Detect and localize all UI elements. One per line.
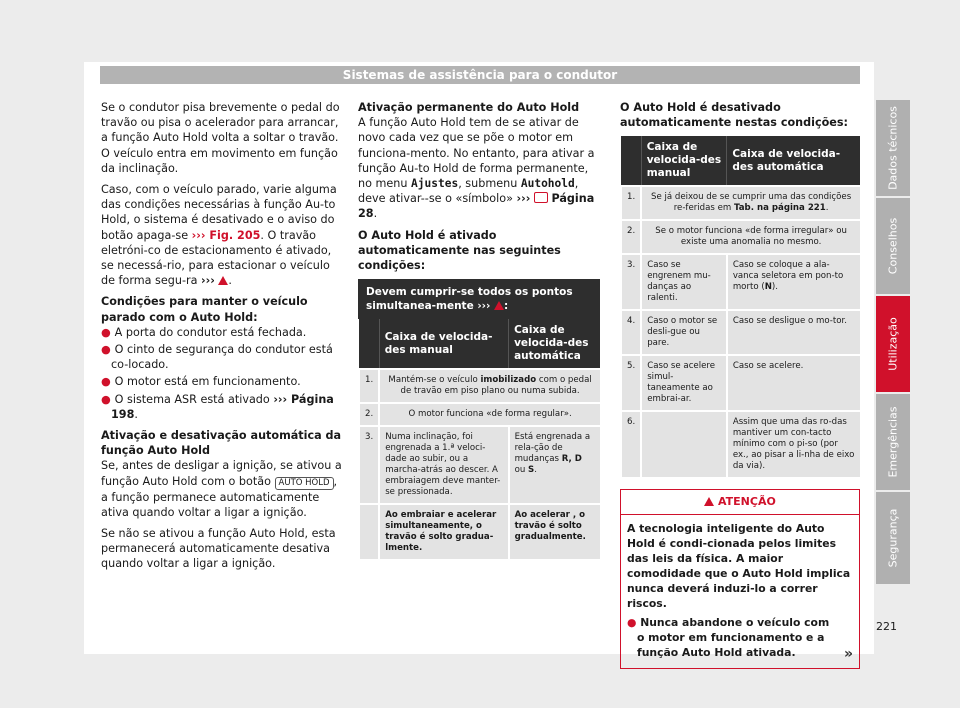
paragraph: Se não se ativou a função Auto Hold, esta permanecerá automaticamente desativa quando voltar a ligar a ignição. xyxy=(101,527,336,571)
column-3 xyxy=(620,100,860,669)
submenu-name: Autohold xyxy=(520,177,575,191)
warning-icon xyxy=(494,301,504,310)
auto-hold-button-label: AUTO HOLD xyxy=(275,477,334,490)
column-header: Caixa de velocida-des manual xyxy=(379,319,508,369)
table-row: 2. O motor funciona «de forma regular». xyxy=(359,403,600,426)
tab-seguranca[interactable]: Segurança xyxy=(876,492,910,584)
section-heading: Ativação e desativação automática da função Auto Hold xyxy=(101,429,342,458)
paragraph: Se o condutor pisa brevemente o pedal do travão ou pisa o acelerador para arrancar, a função Auto Hold volta a soltar o travão. O veículo entra em movimento em função da inclinação. xyxy=(101,101,340,175)
page-link[interactable]: ››› Página 198 xyxy=(111,392,334,421)
list-item: ● O cinto de segurança do condutor está co-locado. xyxy=(101,343,333,372)
table-row: 3. Caso se engrenem mu-danças ao ralenti. Caso se coloque a ala-vanca seletora em pon-to morto (N). xyxy=(621,254,860,310)
page-header: Sistemas de assistência para o condutor xyxy=(100,66,860,84)
list-item: ● O motor está em funcionamento. xyxy=(101,375,301,389)
section-heading: Ativação permanente do Auto Hold xyxy=(358,101,580,114)
table-header-row xyxy=(621,136,860,186)
page-link[interactable]: Página 28 xyxy=(358,192,595,221)
menu-name: Ajustes xyxy=(411,177,459,191)
table-row: 5. Caso se acelere simul-taneamente ao embrai-ar. Caso se acelere. xyxy=(621,355,860,411)
section-heading: Condições para manter o veículo parado com o Auto Hold: xyxy=(101,295,308,324)
column-header: Caixa de velocida-des automática xyxy=(509,319,600,369)
column-2 xyxy=(358,100,600,559)
paragraph: A função Auto Hold tem de se ativar de novo cada vez que se põe o motor em funciona-mento. No entanto, para ativar a função Au-to Hold de forma permanente, no menu Ajustes, submenu Autohold, deve ativar--se o «símbolo» ››› Página 28. xyxy=(358,116,595,221)
tab-utilizacao[interactable]: Utilização xyxy=(876,296,910,392)
continue-arrow: » xyxy=(843,645,853,662)
list-item: ● O sistema ASR está ativado ››› Página 198. xyxy=(101,392,334,421)
paragraph: Caso, com o veículo parado, varie alguma das condições necessárias à função Au-to Hold, o sistema é desativado e o aviso do botão apaga-se ››› Fig. 205. O travão eletróni-co de estacionamento é ativado, se necessá-rio, para estacionar o veículo de forma segu-ra ››› . xyxy=(101,183,337,288)
page-number: 221 xyxy=(876,620,897,633)
section-heading: O Auto Hold é ativado automaticamente nas seguintes condições: xyxy=(358,228,561,273)
table-row: Ao embraiar e acelerar simultaneamente, o travão é solto gradua-lmente. Ao acelerar , o travão é solto gradualmente. xyxy=(359,504,600,559)
tab-conselhos[interactable]: Conselhos xyxy=(876,198,910,294)
table-row: 6. Assim que uma das ro-das mantiver um con-tacto mínimo com o pi-so (por ex., ao pisar a li-nha de eixo da via). xyxy=(621,411,860,477)
warning-box xyxy=(620,489,860,668)
column-header: Caixa de velocida-des manual xyxy=(641,136,727,186)
tab-emergencias[interactable]: Emergências xyxy=(876,394,910,490)
tab-dados-tecnicos[interactable]: Dados técnicos xyxy=(876,100,910,196)
warning-body: A tecnologia inteligente do Auto Hold é condi-cionada pelos limites das leis da física. A maior comodidade que o Auto Hold implica nunca deverá induzi-lo a correr riscos. ● Nunca abandone o veículo com o motor em funcionamento e a função Auto Hold ativada. » xyxy=(627,521,853,662)
table-title: Devem cumprir-se todos os pontos simultanea-mente ››› : xyxy=(358,279,600,319)
warning-icon xyxy=(704,497,714,506)
table-row: 1. Mantém-se o veículo imobilizado com o pedal de travão em piso plano ou numa subida. xyxy=(359,369,600,403)
table-row: 4. Caso o motor se desli-gue ou pare. Caso se desligue o mo-tor. xyxy=(621,310,860,355)
section-heading: O Auto Hold é desativado automaticamente nestas condições: xyxy=(620,101,848,130)
book-icon xyxy=(534,192,548,203)
warning-icon[interactable] xyxy=(218,276,228,285)
activation-table xyxy=(358,279,600,559)
table-row: 3. Numa inclinação, foi engrenada a 1.ª veloci-dade ao subir, ou a marcha-atrás ao descer. A embraiagem deve manter-se pressionada. Está engrenada a rela-ção de mudanças R, D ou S. xyxy=(359,426,600,504)
deactivation-table xyxy=(620,136,860,477)
column-1 xyxy=(101,100,343,578)
figure-link[interactable]: ››› Fig. 205 xyxy=(191,228,261,242)
list-item: ● A porta do condutor está fechada. xyxy=(101,325,307,339)
table-row: 2. Se o motor funciona «de forma irregular» ou existe uma anomalia no mesmo. xyxy=(621,220,860,254)
table-row: 1. Se já deixou de se cumprir uma das condições re-feridas em Tab. na página 221. xyxy=(621,186,860,220)
table-header-row xyxy=(359,319,600,369)
paragraph: Se, antes de desligar a ignição, se ativou a função Auto Hold com o botão AUTO HOLD , a função permanece automaticamente ativa quando voltar a ligar a ignição. xyxy=(101,459,342,519)
warning-title: ATENÇÃO xyxy=(621,490,859,514)
column-header: Caixa de velocida-des automática xyxy=(727,136,860,186)
